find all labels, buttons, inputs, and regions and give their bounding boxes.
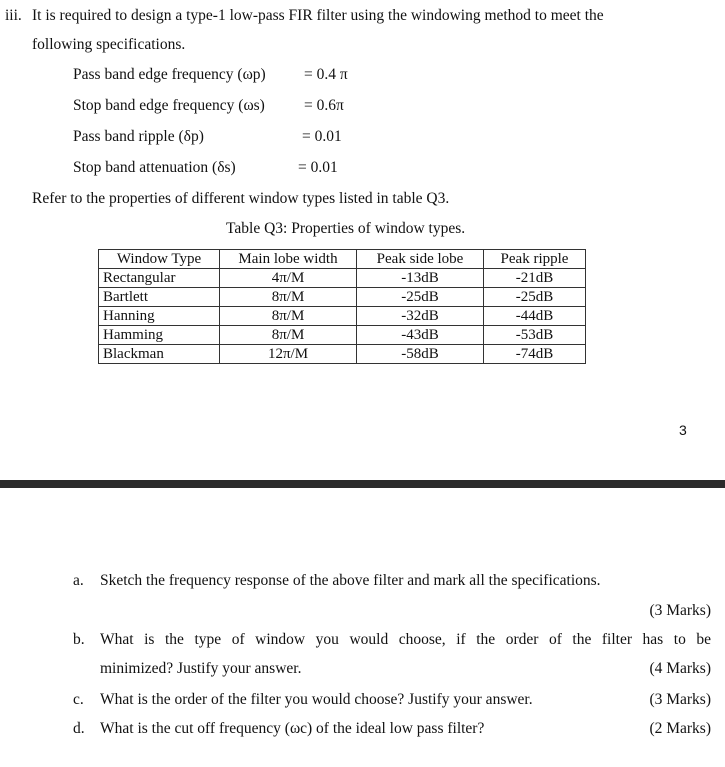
table-header-cell: Window Type [99, 250, 220, 269]
subquestion-text-d: What is the cut off frequency (ωc) of the ideal low pass filter? [100, 720, 485, 737]
table-row [99, 326, 586, 345]
subquestion-marks-d: (2 Marks) [649, 720, 711, 737]
table-cell: Rectangular [99, 269, 220, 288]
table-cell: 8π/M [220, 288, 357, 307]
page-bottom [0, 488, 725, 767]
table-cell: Hamming [99, 326, 220, 345]
refer-text: Refer to the properties of different window types listed in table Q3. [32, 190, 450, 207]
spec-label-stopband-attenuation: Stop band attenuation (δs) [73, 159, 236, 176]
table-cell: -32dB [357, 307, 484, 326]
spec-value-stopband-edge: = 0.6π [304, 97, 344, 114]
table-cell: 4π/M [220, 269, 357, 288]
question-intro-line2: following specifications. [32, 36, 186, 53]
question-number: iii. [5, 7, 22, 24]
spec-value-passband-ripple: = 0.01 [302, 128, 342, 145]
table-cell: 8π/M [220, 326, 357, 345]
window-properties-table [98, 249, 586, 364]
subquestion-text-c: What is the order of the filter you would choose? Justify your answer. [100, 691, 533, 708]
table-cell: -13dB [357, 269, 484, 288]
table-cell: -25dB [357, 288, 484, 307]
subquestion-text-b-line1: What is the type of window you would choose, if the order of the filter has to be [100, 631, 711, 648]
subquestion-letter-d: d. [73, 720, 85, 737]
table-cell: 12π/M [220, 345, 357, 364]
table-cell: -43dB [357, 326, 484, 345]
table-cell: -53dB [484, 326, 586, 345]
table-header-row [99, 250, 586, 269]
table-row [99, 288, 586, 307]
subquestion-marks-a: (3 Marks) [649, 602, 711, 619]
subquestion-letter-a: a. [73, 572, 84, 589]
subquestion-marks-b: (4 Marks) [649, 660, 711, 677]
table-cell: -74dB [484, 345, 586, 364]
table-cell: Bartlett [99, 288, 220, 307]
spec-value-stopband-attenuation: = 0.01 [298, 159, 338, 176]
spec-label-passband-edge: Pass band edge frequency (ωp) [73, 66, 266, 83]
spec-label-passband-ripple: Pass band ripple (δp) [73, 128, 204, 145]
spec-value-passband-edge: = 0.4 π [304, 66, 348, 83]
table-cell: 8π/M [220, 307, 357, 326]
page-divider [0, 480, 725, 488]
table-cell: Blackman [99, 345, 220, 364]
page-number: 3 [679, 422, 687, 438]
spec-label-stopband-edge: Stop band edge frequency (ωs) [73, 97, 265, 114]
table-cell: -21dB [484, 269, 586, 288]
table-header-cell: Peak side lobe [357, 250, 484, 269]
table-caption: Table Q3: Properties of window types. [226, 220, 466, 237]
subquestion-letter-c: c. [73, 691, 84, 708]
question-intro-line1: It is required to design a type-1 low-pass FIR filter using the windowing method to meet the [32, 7, 604, 24]
table-header-cell: Main lobe width [220, 250, 357, 269]
table-row [99, 345, 586, 364]
table-cell: -58dB [357, 345, 484, 364]
subquestion-text-b-line2: minimized? Justify your answer. [100, 660, 302, 677]
table-cell: -25dB [484, 288, 586, 307]
subquestion-text-a: Sketch the frequency response of the above filter and mark all the specifications. [100, 572, 601, 589]
table-row [99, 307, 586, 326]
table-header-cell: Peak ripple [484, 250, 586, 269]
subquestion-letter-b: b. [73, 631, 85, 648]
table-row [99, 269, 586, 288]
table-cell: -44dB [484, 307, 586, 326]
table-cell: Hanning [99, 307, 220, 326]
subquestion-marks-c: (3 Marks) [649, 691, 711, 708]
